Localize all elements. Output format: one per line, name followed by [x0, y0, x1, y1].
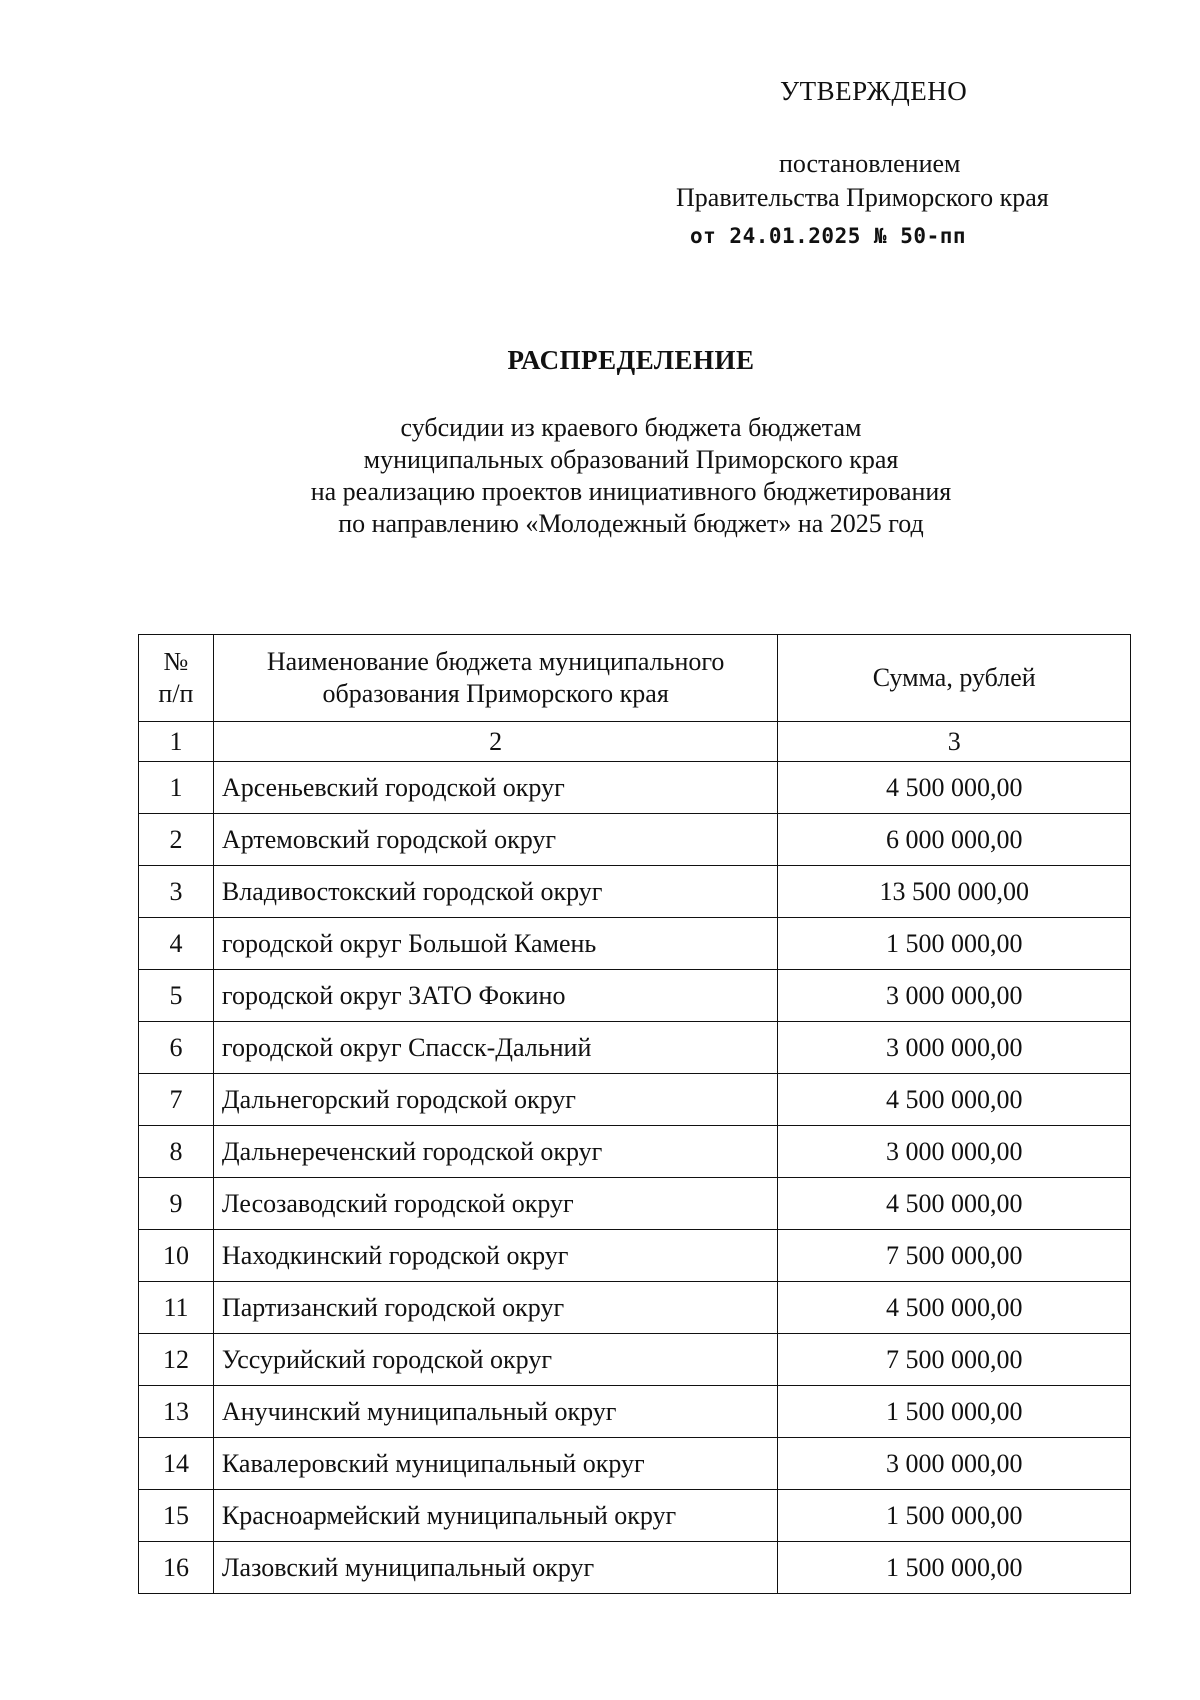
row-name: Кавалеровский муниципальный округ: [213, 1438, 777, 1490]
table-row: [139, 1126, 1131, 1178]
row-name: Анучинский муниципальный округ: [213, 1386, 777, 1438]
document-title: РАСПРЕДЕЛЕНИЕ: [507, 345, 755, 375]
table-row: [139, 970, 1131, 1022]
row-amount: 6 000 000,00: [778, 814, 1131, 866]
row-name: Дальнегорский городской округ: [213, 1074, 777, 1126]
table-row: [139, 1334, 1131, 1386]
row-amount: 4 500 000,00: [778, 762, 1131, 814]
table-row: [139, 1022, 1131, 1074]
approved-label: УТВЕРЖДЕНО: [780, 76, 968, 106]
subtitle-line: субсидии из краевого бюджета бюджетам: [400, 413, 862, 442]
row-name: Находкинский городской округ: [213, 1230, 777, 1282]
column-number-row: [139, 722, 1131, 762]
row-number: 6: [139, 1022, 214, 1074]
row-amount: 1 500 000,00: [778, 1490, 1131, 1542]
header-number: [139, 635, 214, 722]
row-number: 10: [139, 1230, 214, 1282]
row-amount: 3 000 000,00: [778, 970, 1131, 1022]
column-number: 2: [213, 722, 777, 762]
subtitle-line: по направлению «Молодежный бюджет» на 2025 год: [338, 509, 924, 538]
row-number: 2: [139, 814, 214, 866]
table-row: [139, 918, 1131, 970]
row-amount: 3 000 000,00: [778, 1126, 1131, 1178]
row-name: Владивостокский городской округ: [213, 866, 777, 918]
row-name: Дальнереченский городской округ: [213, 1126, 777, 1178]
row-number: 8: [139, 1126, 214, 1178]
row-amount: 4 500 000,00: [778, 1282, 1131, 1334]
row-amount: 3 000 000,00: [778, 1022, 1131, 1074]
table-row: [139, 866, 1131, 918]
decree-label: постановлением: [779, 149, 961, 178]
row-number: 11: [139, 1282, 214, 1334]
row-amount: 1 500 000,00: [778, 1386, 1131, 1438]
row-number: 5: [139, 970, 214, 1022]
row-name: городской округ ЗАТО Фокино: [213, 970, 777, 1022]
subtitle-line: на реализацию проектов инициативного бюджетирования: [310, 477, 952, 506]
row-name: Лесозаводский городской округ: [213, 1178, 777, 1230]
table-row: [139, 1230, 1131, 1282]
header-amount: Сумма, рублей: [778, 635, 1131, 722]
decree-date-number: от 24.01.2025 № 50-пп: [690, 224, 967, 248]
row-name: Уссурийский городской округ: [213, 1334, 777, 1386]
row-name: Партизанский городской округ: [213, 1282, 777, 1334]
row-amount: 7 500 000,00: [778, 1334, 1131, 1386]
table-row: [139, 1386, 1131, 1438]
row-amount: 4 500 000,00: [778, 1074, 1131, 1126]
header-name-line1: Наименование бюджета муниципального: [266, 647, 725, 676]
header-number-line2: п/п: [158, 679, 194, 708]
row-amount: 1 500 000,00: [778, 918, 1131, 970]
row-number: 9: [139, 1178, 214, 1230]
row-number: 15: [139, 1490, 214, 1542]
table-row: [139, 1074, 1131, 1126]
row-name: Красноармейский муниципальный округ: [213, 1490, 777, 1542]
row-number: 7: [139, 1074, 214, 1126]
row-number: 14: [139, 1438, 214, 1490]
table-row: [139, 1438, 1131, 1490]
table-row: [139, 1490, 1131, 1542]
row-name: городской округ Большой Камень: [213, 918, 777, 970]
row-number: 16: [139, 1542, 214, 1594]
row-name: городской округ Спасск-Дальний: [213, 1022, 777, 1074]
row-name: Лазовский муниципальный округ: [213, 1542, 777, 1594]
table-row: [139, 814, 1131, 866]
subtitle-line: муниципальных образований Приморского края: [363, 445, 899, 474]
distribution-table: [138, 634, 1131, 1594]
row-amount: 4 500 000,00: [778, 1178, 1131, 1230]
header-name-line2: образования Приморского края: [322, 679, 669, 708]
document-subtitle: [0, 412, 1200, 540]
column-number: 3: [778, 722, 1131, 762]
row-name: Артемовский городской округ: [213, 814, 777, 866]
column-number: 1: [139, 722, 214, 762]
table-row: [139, 1282, 1131, 1334]
row-amount: 13 500 000,00: [778, 866, 1131, 918]
header-number-line1: №: [163, 647, 189, 676]
row-number: 13: [139, 1386, 214, 1438]
table-header-row: [139, 635, 1131, 722]
row-number: 4: [139, 918, 214, 970]
row-number: 12: [139, 1334, 214, 1386]
header-name: [213, 635, 777, 722]
table-row: [139, 1178, 1131, 1230]
table-row: [139, 1542, 1131, 1594]
row-number: 1: [139, 762, 214, 814]
row-amount: 1 500 000,00: [778, 1542, 1131, 1594]
row-number: 3: [139, 866, 214, 918]
table-row: [139, 762, 1131, 814]
row-name: Арсеньевский городской округ: [213, 762, 777, 814]
row-amount: 3 000 000,00: [778, 1438, 1131, 1490]
row-amount: 7 500 000,00: [778, 1230, 1131, 1282]
government-label: Правительства Приморского края: [676, 183, 1049, 212]
